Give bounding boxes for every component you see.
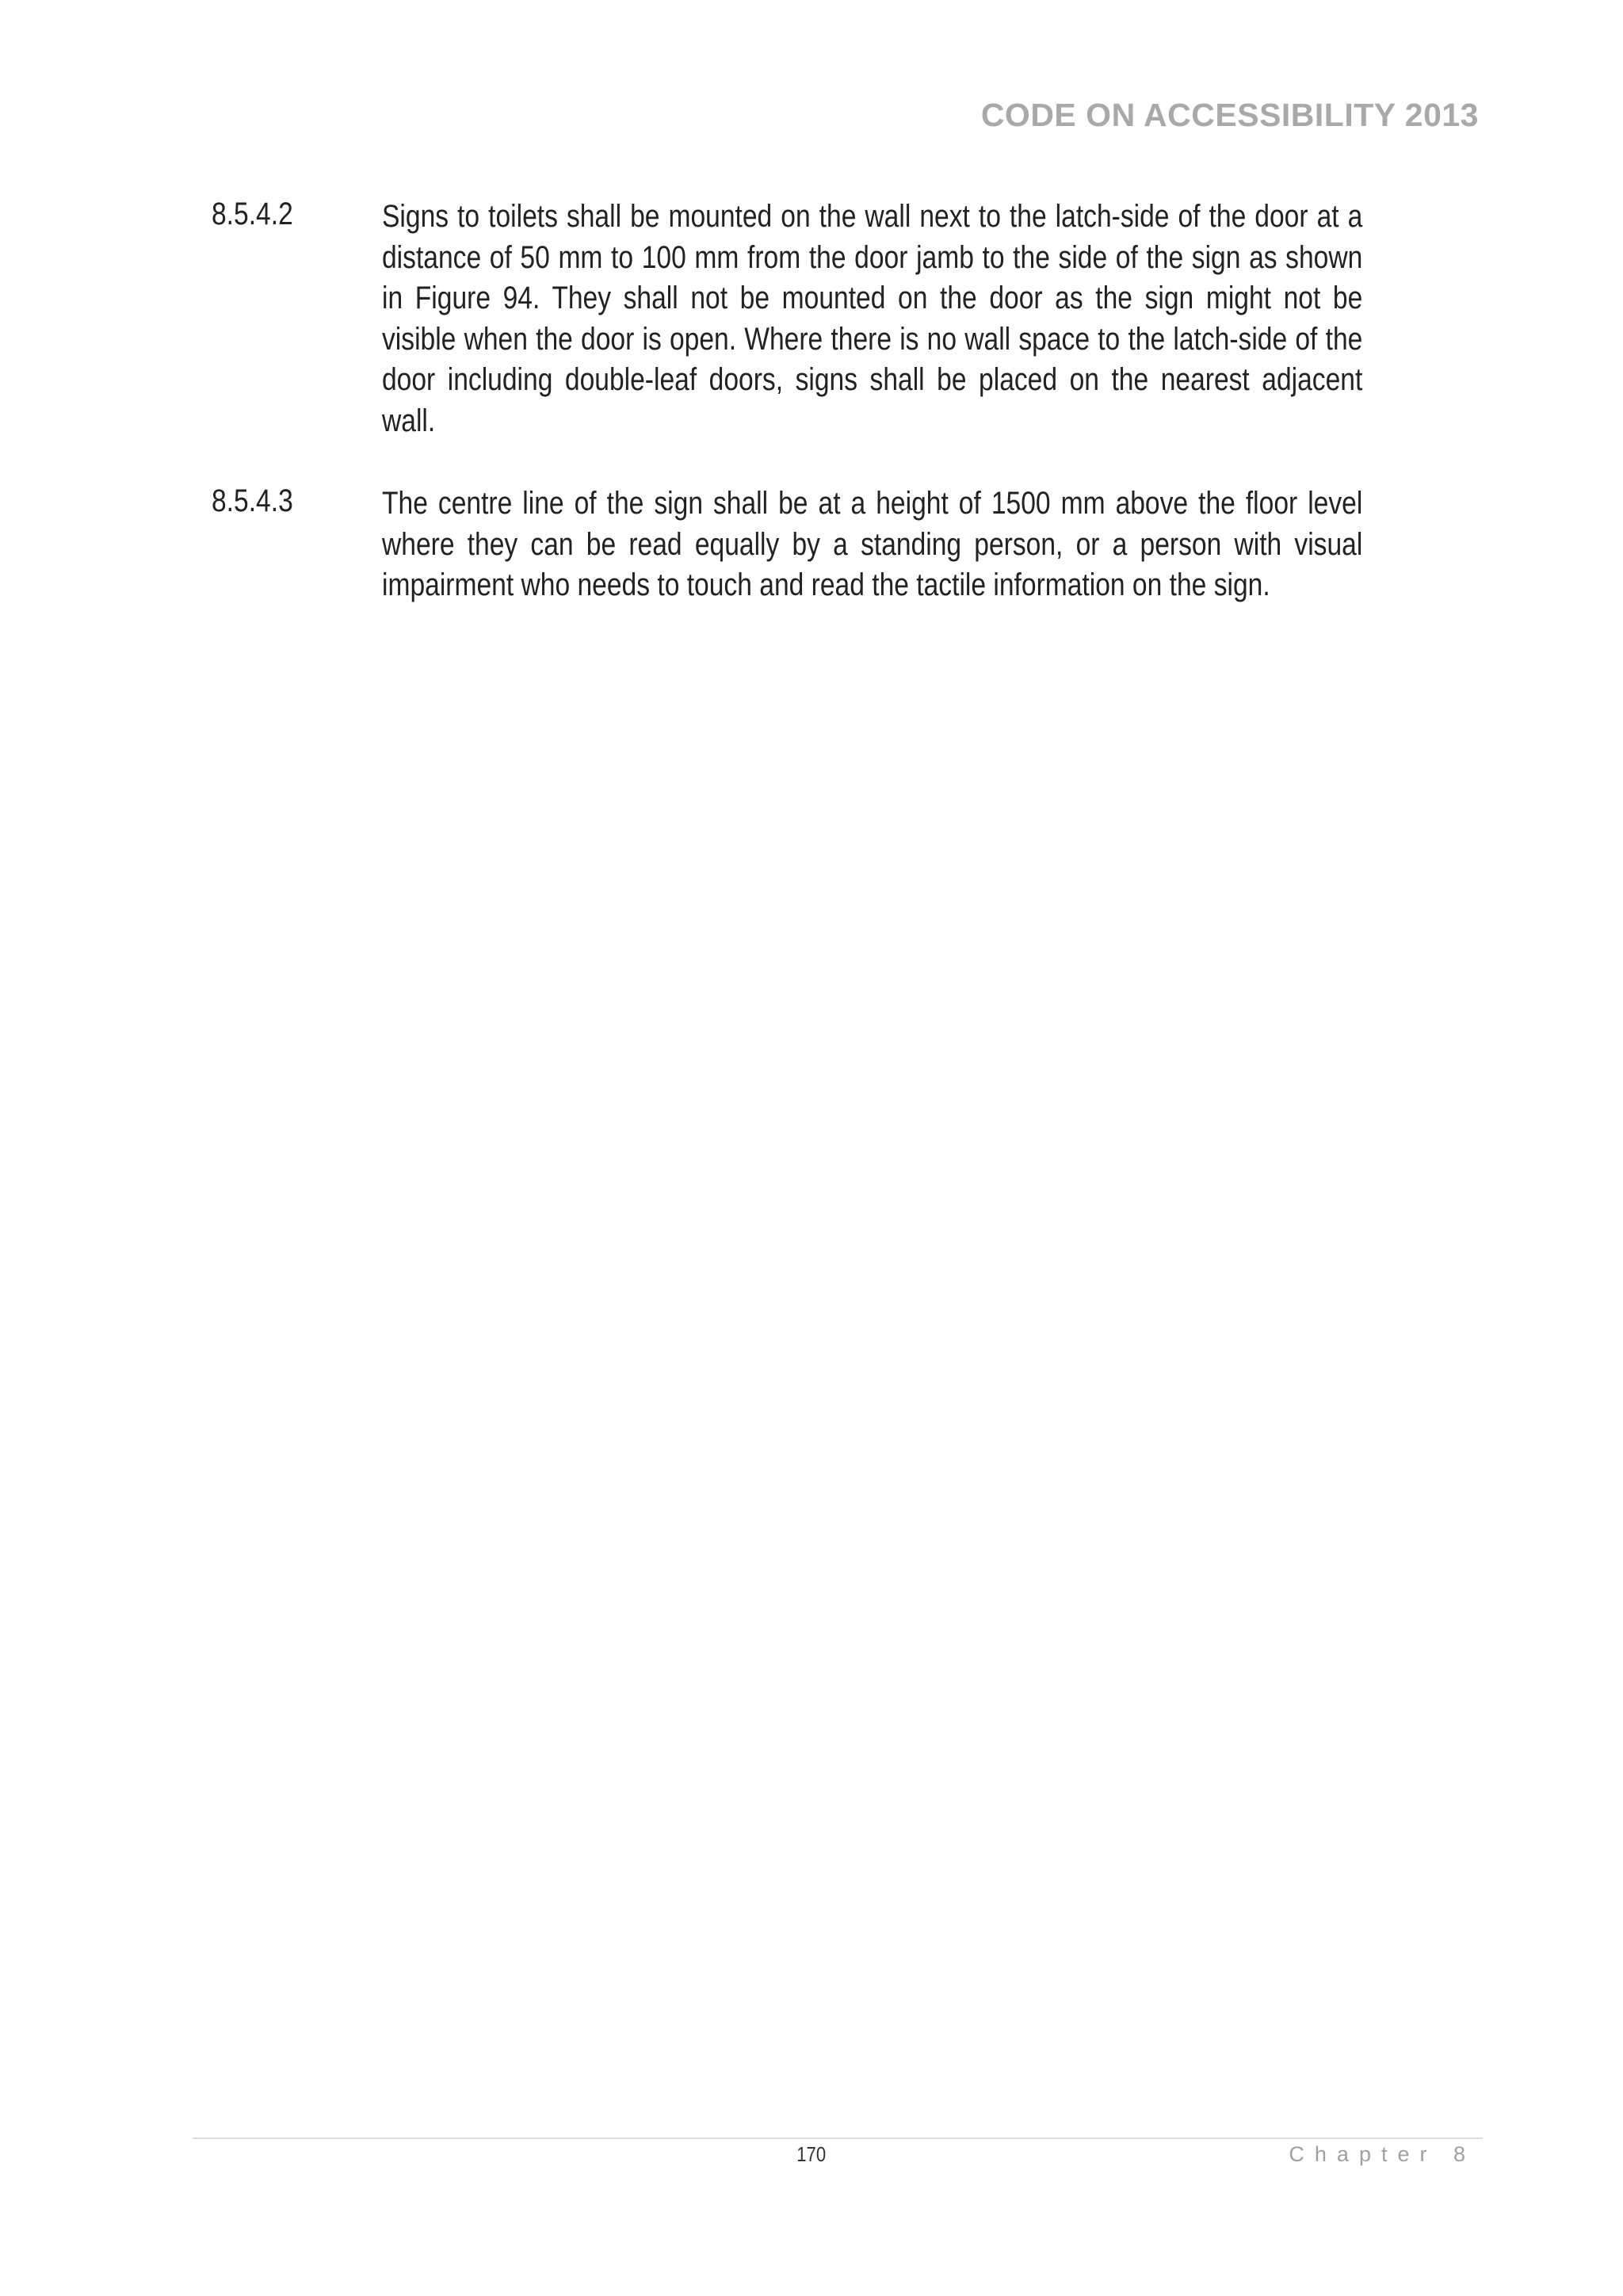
footer-divider — [193, 2137, 1483, 2139]
page-number-text: 170 — [796, 2142, 827, 2166]
clause-number: 8.5.4.2 — [212, 197, 293, 231]
document-header-title: CODE ON ACCESSIBILITY 2013 — [980, 97, 1479, 133]
clause-text: Signs to toilets shall be mounted on the wall next to the latch-side of the door at a distance of 50 mm to 100 mm from the door jamb to the side of the sign as shown in Figure 94. They shall not be mounted on the door as the sign might not be visible when the door is open. Where there is no wall space to the latch-side of the door including double-leaf doors, signs shall be placed on the nearest adjacent wall. — [382, 199, 1363, 438]
clause-text: The centre line of the sign shall be at a height of 1500 mm above the floor level where they can be read equally by a standing person, or a person with visual impairment who needs to touch and read the tactile information on the sign. — [382, 486, 1363, 602]
clause-number: 8.5.4.3 — [212, 483, 293, 518]
chapter-label: Chapter 8 — [1289, 2142, 1476, 2166]
